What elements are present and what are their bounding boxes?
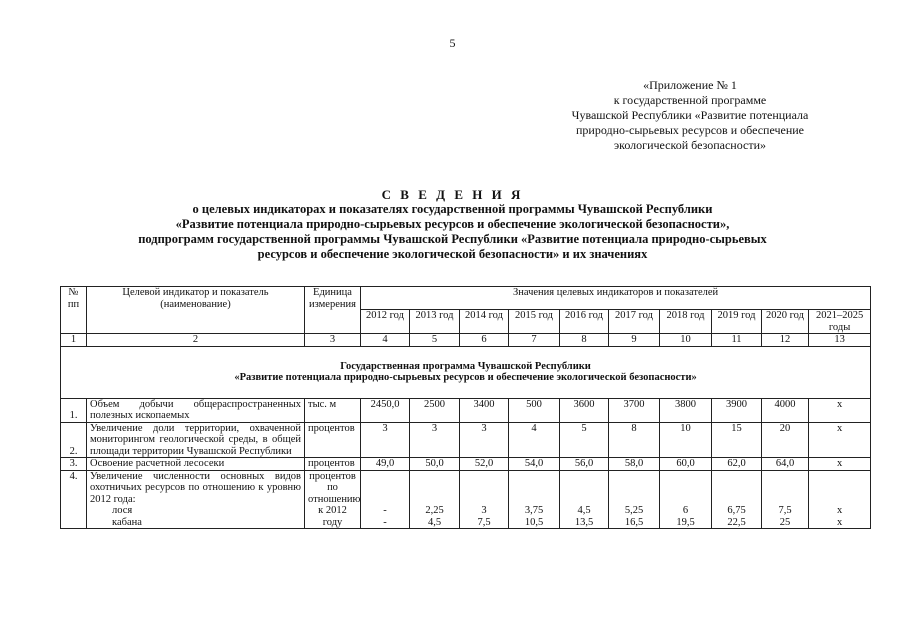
value-cell: 500 [509, 398, 560, 422]
appendix-line: Чувашской Республики «Развитие потенциала [571, 108, 809, 122]
sub-value: 4,5 [427, 516, 442, 528]
sub-value: х [836, 505, 843, 516]
appendix-line: природно-сырьевых ресурсов и обеспечение [575, 123, 805, 137]
column-number-5: 5 [410, 334, 460, 347]
sub-value: 2,25 [425, 505, 444, 516]
column-number-7: 7 [509, 334, 560, 347]
header-year-3: 2014 год [460, 310, 509, 334]
column-number-8: 8 [560, 334, 609, 347]
sub-value: 6 [682, 505, 689, 516]
value-cell: 56,0 [560, 458, 609, 471]
value-cell: 62,0 [712, 458, 762, 471]
indicators-table [60, 286, 871, 529]
column-number-1: 1 [61, 334, 87, 347]
sub-value: 6,75 [727, 505, 746, 516]
value-cell: 3600 [560, 398, 609, 422]
appendix-line: экологической безопасности» [613, 138, 767, 152]
value-cell: 2500 [410, 398, 460, 422]
sub-value: 13,5 [574, 516, 594, 528]
table-row [61, 470, 871, 529]
indicator-intro: Увеличение численности основных видов охотничьих ресурсов по отношению к уровню 2012 года: [90, 470, 301, 505]
value-cell [712, 470, 762, 529]
column-number-9: 9 [609, 334, 660, 347]
sub-value: 25 [779, 516, 791, 528]
title-line: «Развитие потенциала природно-сырьевых ресурсов и обеспечение экологической безопасности», [175, 217, 730, 231]
title-line: о целевых индикаторах и показателях государственной программы Чувашской Республики [192, 202, 713, 216]
value-cell: 5 [560, 422, 609, 458]
header-unit: Единица измерения [305, 287, 361, 334]
header-year-6: 2017 год [609, 310, 660, 334]
indicator-name: Объем добычи общераспространенных полезных ископаемых [87, 398, 305, 422]
header-row [61, 287, 871, 310]
table-row [61, 422, 871, 458]
value-cell [410, 470, 460, 529]
page-number: 5 [449, 36, 456, 50]
section-row [61, 346, 871, 398]
value-cell [609, 470, 660, 529]
value-cell [809, 470, 871, 529]
value-cell: 15 [712, 422, 762, 458]
value-cell: 10 [660, 422, 712, 458]
unit: тыс. м [305, 398, 361, 422]
header-year-8: 2019 год [712, 310, 762, 334]
value-cell: 3700 [609, 398, 660, 422]
row-number: 2. [61, 422, 87, 458]
value-cell: 58,0 [609, 458, 660, 471]
header-year-4: 2015 год [509, 310, 560, 334]
value-cell: 64,0 [762, 458, 809, 471]
value-cell: 2450,0 [361, 398, 410, 422]
sub-value: 5,25 [624, 505, 644, 516]
appendix-line: к государственной программе [613, 93, 767, 107]
sub-value: 10,5 [524, 516, 544, 528]
row-number: 4. [61, 470, 87, 529]
indicator-name: Освоение расчетной лесосеки [87, 458, 305, 471]
table-row [61, 398, 871, 422]
sub-value: 3 [481, 505, 487, 516]
title-line: подпрограмм государственной программы Чувашской Республики «Развитие потенциала природно-сырьевых [138, 232, 767, 246]
value-cell [560, 470, 609, 529]
column-numbers-row [61, 334, 871, 347]
sub-value: - [383, 516, 387, 528]
appendix-note [540, 78, 840, 153]
table-row [61, 458, 871, 471]
column-number-6: 6 [460, 334, 509, 347]
sub-value: - [383, 505, 387, 516]
row-number: 1. [61, 398, 87, 422]
header-year-2: 2013 год [410, 310, 460, 334]
value-cell: 54,0 [509, 458, 560, 471]
column-number-3: 3 [305, 334, 361, 347]
section-line: «Развитие потенциала природно-сырьевых ресурсов и обеспечение экологической безопасности» [234, 372, 697, 383]
value-cell [762, 470, 809, 529]
title-line: ресурсов и обеспечение экологической безопасности» и их значениях [257, 247, 648, 261]
sub-value: 22,5 [727, 516, 746, 528]
value-cell: 8 [609, 422, 660, 458]
header-year-9: 2020 год [762, 310, 809, 334]
sub-value: 7,5 [477, 516, 491, 528]
header-year-7: 2018 год [660, 310, 712, 334]
sub-value: 16,5 [624, 516, 644, 528]
value-cell: 4000 [762, 398, 809, 422]
column-number-2: 2 [87, 334, 305, 347]
indicator-name: Увеличение доли территории, охваченной мониторингом геологической среды, в общей площади территории Чувашской Республики [87, 422, 305, 458]
unit: процентов [305, 458, 361, 471]
value-cell: 52,0 [460, 458, 509, 471]
value-cell: 50,0 [410, 458, 460, 471]
column-number-4: 4 [361, 334, 410, 347]
header-indicator: Целевой индикатор и показатель (наименование) [87, 287, 305, 334]
value-cell: 3900 [712, 398, 762, 422]
section-heading [61, 346, 871, 398]
value-cell: х [809, 458, 871, 471]
unit: процентов по отношению к 2012 году [305, 470, 361, 529]
sub-indicator-label: кабана [112, 516, 142, 528]
document-title [0, 187, 905, 262]
sub-value: 19,5 [676, 516, 695, 528]
value-cell: 60,0 [660, 458, 712, 471]
value-cell [361, 470, 410, 529]
row-number: 3. [61, 458, 87, 471]
value-cell: х [809, 422, 871, 458]
section-line: Государственная программа Чувашской Республики [340, 360, 591, 372]
value-cell: 20 [762, 422, 809, 458]
sub-value: х [836, 516, 843, 528]
sub-value: 7,5 [778, 505, 792, 516]
sub-indicator-label: лося [112, 505, 133, 516]
value-cell [509, 470, 560, 529]
value-cell: 3 [410, 422, 460, 458]
sub-value: 4,5 [577, 505, 591, 516]
indicator-name [87, 470, 305, 529]
header-num: № пп [61, 287, 87, 334]
appendix-line: «Приложение № 1 [643, 78, 737, 92]
column-number-10: 10 [660, 334, 712, 347]
value-cell: х [809, 398, 871, 422]
column-number-13: 13 [809, 334, 871, 347]
title-heading: С В Е Д Е Н И Я [381, 187, 524, 202]
header-year-10: 2021–2025 годы [809, 310, 871, 334]
header-year-1: 2012 год [361, 310, 410, 334]
header-year-5: 2016 год [560, 310, 609, 334]
sub-value: 3,75 [524, 505, 544, 516]
column-number-11: 11 [712, 334, 762, 347]
value-cell: 3 [460, 422, 509, 458]
value-cell: 4 [509, 422, 560, 458]
column-number-12: 12 [762, 334, 809, 347]
value-cell: 3400 [460, 398, 509, 422]
value-cell: 49,0 [361, 458, 410, 471]
value-cell: 3 [361, 422, 410, 458]
value-cell [660, 470, 712, 529]
header-values-group: Значения целевых индикаторов и показателей [361, 287, 871, 310]
unit: процентов [305, 422, 361, 458]
value-cell: 3800 [660, 398, 712, 422]
value-cell [460, 470, 509, 529]
